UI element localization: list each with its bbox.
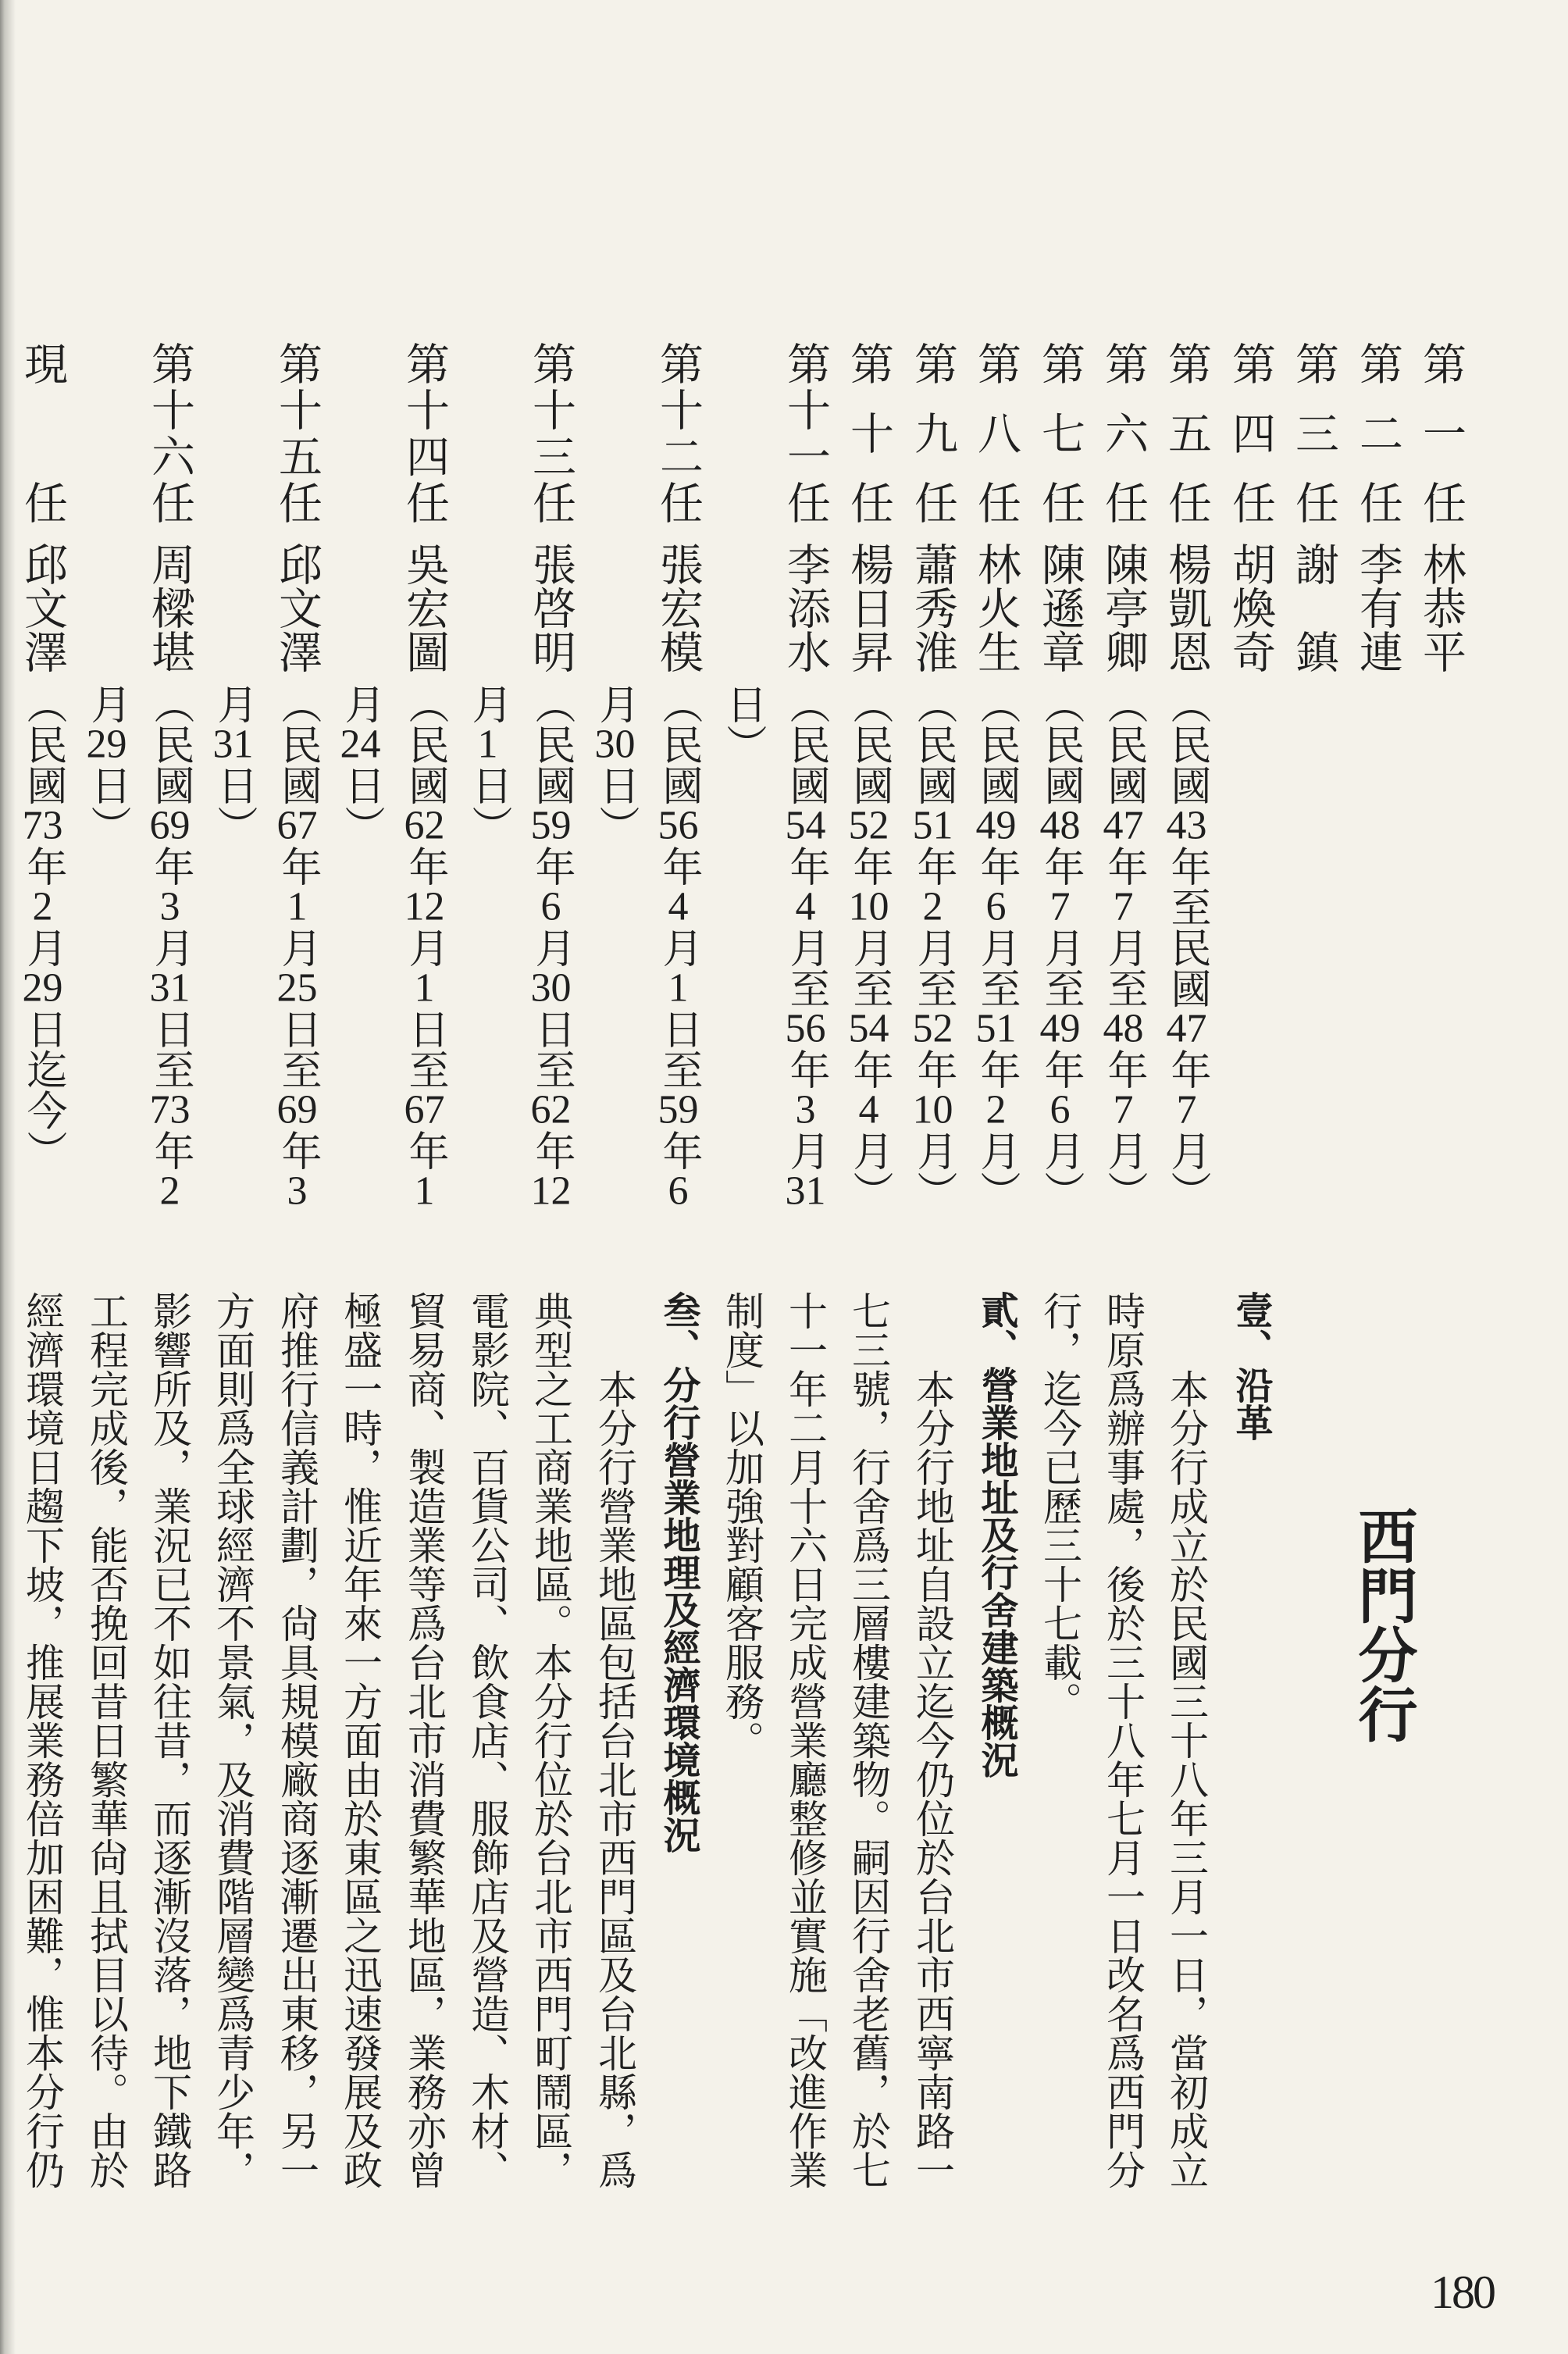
upright-digits: 3 bbox=[287, 1171, 308, 1211]
upright-digits: 24 bbox=[340, 724, 381, 765]
manager-term: （民國73年2月29日迄今） bbox=[20, 683, 65, 1171]
upright-digits: 31 bbox=[785, 1171, 826, 1211]
upright-digits: 12 bbox=[530, 1171, 572, 1211]
manager-name: 林恭平 bbox=[1417, 542, 1465, 673]
upright-digits: 51 bbox=[975, 1008, 1017, 1049]
manager-rank: 第八任 bbox=[971, 341, 1020, 524]
upright-digits: 47 bbox=[1103, 805, 1144, 846]
text-line: 時原爲辦事處，後於三十八年七月一日改名爲西門分 bbox=[1101, 1291, 1145, 2189]
section-heading: 壹、沿革 bbox=[1230, 1291, 1271, 1441]
manager-term-continued: 月30日） bbox=[593, 683, 637, 846]
upright-digits: 7 bbox=[1113, 886, 1134, 927]
manager-rank: 第九任 bbox=[908, 341, 957, 524]
upright-digits: 47 bbox=[1166, 1008, 1207, 1049]
text-line: 制度」以加強對顧客服務。 bbox=[720, 1291, 764, 1760]
upright-digits: 1 bbox=[287, 886, 308, 927]
text-line: 本分行地址自設立迄今仍位於台北市西寧南路一 bbox=[911, 1369, 954, 2189]
text-line: 十一年二月十六日完成營業廳整修並實施「改進作業 bbox=[783, 1291, 827, 2189]
upright-digits: 1 bbox=[414, 968, 435, 1008]
manager-term: （民國49年6月至51年2月） bbox=[974, 683, 1018, 1211]
upright-digits: 2 bbox=[922, 886, 943, 927]
text-line: 貿易商、製造業等爲台北市消費繁華地區，業務亦曾 bbox=[402, 1291, 446, 2189]
upright-digits: 49 bbox=[1039, 1008, 1081, 1049]
manager-name: 吳宏圖 bbox=[400, 542, 448, 673]
manager-name: 蕭秀淮 bbox=[908, 542, 957, 673]
upright-digits: 67 bbox=[404, 1090, 445, 1130]
upright-digits: 69 bbox=[149, 805, 191, 846]
manager-term: （民國62年12月1日至67年1 bbox=[402, 683, 447, 1211]
page-number: 180 bbox=[1431, 2267, 1494, 2318]
upright-digits: 7 bbox=[1113, 1090, 1134, 1130]
manager-name: 胡煥奇 bbox=[1226, 542, 1274, 673]
upright-digits: 49 bbox=[975, 805, 1017, 846]
upright-digits: 4 bbox=[795, 886, 816, 927]
upright-digits: 56 bbox=[657, 805, 699, 846]
gutter-shadow bbox=[0, 0, 16, 2354]
manager-name: 張啓明 bbox=[526, 542, 575, 673]
manager-term-continued: 月29日） bbox=[84, 683, 129, 846]
manager-rank: 第三任 bbox=[1289, 341, 1338, 524]
upright-digits: 7 bbox=[1176, 1090, 1197, 1130]
text-line: 影響所及，業況已不如往昔，而逐漸沒落，地下鐵路 bbox=[148, 1291, 191, 2189]
manager-rank: 第七任 bbox=[1035, 341, 1084, 524]
upright-digits: 6 bbox=[540, 886, 561, 927]
manager-term: （民國43年至民國47年7月） bbox=[1164, 683, 1209, 1211]
manager-name: 陳遜章 bbox=[1035, 542, 1084, 673]
upright-digits: 52 bbox=[848, 805, 889, 846]
manager-term-continued: 月1日） bbox=[465, 683, 510, 846]
text-line: 極盛一時，惟近年來一方面由於東區之迅速發展及政 bbox=[338, 1291, 382, 2189]
manager-term-continued: 日） bbox=[720, 683, 764, 765]
upright-digits: 48 bbox=[1103, 1008, 1144, 1049]
upright-digits: 31 bbox=[149, 968, 191, 1008]
manager-name: 陳亭卿 bbox=[1099, 542, 1147, 673]
manager-term: （民國67年1月25日至69年3 bbox=[275, 683, 319, 1211]
upright-digits: 73 bbox=[22, 805, 63, 846]
upright-digits: 73 bbox=[149, 1090, 191, 1130]
upright-digits: 67 bbox=[276, 805, 318, 846]
upright-digits: 4 bbox=[668, 886, 689, 927]
upright-digits: 54 bbox=[848, 1008, 889, 1049]
manager-name: 謝 鎮 bbox=[1289, 542, 1338, 673]
manager-term: （民國52年10月至54年4月） bbox=[846, 683, 891, 1211]
upright-digits: 59 bbox=[530, 805, 572, 846]
manager-name: 李有連 bbox=[1353, 542, 1402, 673]
upright-digits: 2 bbox=[985, 1090, 1007, 1130]
manager-term: （民國59年6月30日至62年12 bbox=[529, 683, 573, 1211]
upright-digits: 56 bbox=[785, 1008, 826, 1049]
upright-digits: 3 bbox=[795, 1090, 816, 1130]
manager-rank: 第五任 bbox=[1162, 341, 1210, 524]
upright-digits: 62 bbox=[530, 1090, 572, 1130]
manager-rank: 第六任 bbox=[1099, 341, 1147, 524]
manager-rank: 第十五任 bbox=[273, 341, 321, 524]
manager-name: 楊日昇 bbox=[844, 542, 893, 673]
upright-digits: 10 bbox=[912, 1090, 953, 1130]
text-line: 工程完成後，能否挽回昔日繁華尙且拭目以待。由於 bbox=[84, 1291, 128, 2189]
upright-digits: 1 bbox=[477, 724, 498, 765]
manager-name: 邱文澤 bbox=[273, 542, 321, 673]
upright-digits: 62 bbox=[404, 805, 445, 846]
text-line: 電影院、百貨公司、飲食店、服飾店及營造、木材、 bbox=[465, 1291, 509, 2189]
upright-digits: 1 bbox=[414, 1171, 435, 1211]
manager-rank: 第十一任 bbox=[781, 341, 829, 524]
upright-digits: 2 bbox=[32, 886, 53, 927]
manager-name: 林火生 bbox=[971, 542, 1020, 673]
manager-rank: 第十六任 bbox=[145, 341, 194, 524]
upright-digits: 7 bbox=[1049, 886, 1071, 927]
upright-digits: 52 bbox=[912, 1008, 953, 1049]
manager-term: （民國69年3月31日至73年2 bbox=[148, 683, 192, 1211]
upright-digits: 31 bbox=[212, 724, 254, 765]
manager-term: （民國56年4月1日至59年6 bbox=[656, 683, 700, 1211]
manager-term: （民國48年7月至49年6月） bbox=[1038, 683, 1082, 1211]
manager-name: 邱文澤 bbox=[18, 542, 66, 673]
upright-digits: 29 bbox=[86, 724, 127, 765]
text-line: 方面則爲全球經濟不景氣，及消費階層變爲青少年， bbox=[211, 1291, 255, 2189]
upright-digits: 6 bbox=[1049, 1090, 1071, 1130]
upright-digits: 51 bbox=[912, 805, 953, 846]
upright-digits: 1 bbox=[668, 968, 689, 1008]
section-heading: 叁、分行營業地理及經濟環境概況 bbox=[657, 1291, 699, 1853]
upright-digits: 6 bbox=[985, 886, 1007, 927]
article-title: 西門分行 bbox=[1349, 1506, 1416, 1743]
section-heading: 貳、營業地址及行舍建築概況 bbox=[975, 1291, 1017, 1778]
manager-name: 楊凱恩 bbox=[1162, 542, 1210, 673]
upright-digits: 6 bbox=[668, 1171, 689, 1211]
manager-term: （民國51年2月至52年10月） bbox=[911, 683, 955, 1211]
manager-rank: 第四任 bbox=[1226, 341, 1274, 524]
upright-digits: 43 bbox=[1166, 805, 1207, 846]
upright-digits: 2 bbox=[159, 1171, 180, 1211]
text-line: 本分行營業地區包括台北市西門區及台北縣，爲 bbox=[593, 1369, 636, 2189]
manager-rank: 第一任 bbox=[1417, 341, 1465, 524]
manager-term: （民國47年7月至48年7月） bbox=[1101, 683, 1146, 1211]
manager-name: 張宏模 bbox=[654, 542, 702, 673]
text-line: 行，迄今已歷三十七載。 bbox=[1038, 1291, 1082, 1721]
manager-rank: 第十三任 bbox=[526, 341, 575, 524]
upright-digits: 54 bbox=[785, 805, 826, 846]
upright-digits: 4 bbox=[858, 1090, 879, 1130]
text-line: 本分行成立於民國三十八年三月一日，當初成立 bbox=[1164, 1369, 1208, 2189]
upright-digits: 30 bbox=[594, 724, 636, 765]
text-line: 經濟環境日趨下坡，推展業務倍加困難，惟本分行仍 bbox=[20, 1291, 64, 2189]
text-line: 七三號，行舍爲三層樓建築物。嗣因行舍老舊，於七 bbox=[846, 1291, 890, 2189]
text-line: 典型之工商業地區。本分行位於台北市西門町鬧區， bbox=[529, 1291, 572, 2189]
upright-digits: 10 bbox=[848, 886, 889, 927]
manager-rank: 第十二任 bbox=[654, 341, 702, 524]
manager-rank: 第二任 bbox=[1353, 341, 1402, 524]
upright-digits: 25 bbox=[276, 968, 318, 1008]
upright-digits: 48 bbox=[1039, 805, 1081, 846]
manager-term-continued: 月31日） bbox=[211, 683, 255, 846]
manager-term-continued: 月24日） bbox=[338, 683, 383, 846]
upright-digits: 12 bbox=[404, 886, 445, 927]
manager-rank: 現 任 bbox=[18, 341, 66, 524]
upright-digits: 59 bbox=[657, 1090, 699, 1130]
manager-name: 周樑堪 bbox=[145, 542, 194, 673]
upright-digits: 30 bbox=[530, 968, 572, 1008]
text-line: 府推行信義計劃，尙具規模廠商逐漸遷出東移，另一 bbox=[275, 1291, 319, 2189]
upright-digits: 69 bbox=[276, 1090, 318, 1130]
manager-rank: 第十四任 bbox=[400, 341, 448, 524]
upright-digits: 3 bbox=[159, 886, 180, 927]
manager-name: 李添水 bbox=[781, 542, 829, 673]
manager-term: （民國54年4月至56年3月31 bbox=[783, 683, 828, 1211]
manager-rank: 第十任 bbox=[844, 341, 893, 524]
upright-digits: 29 bbox=[22, 968, 63, 1008]
